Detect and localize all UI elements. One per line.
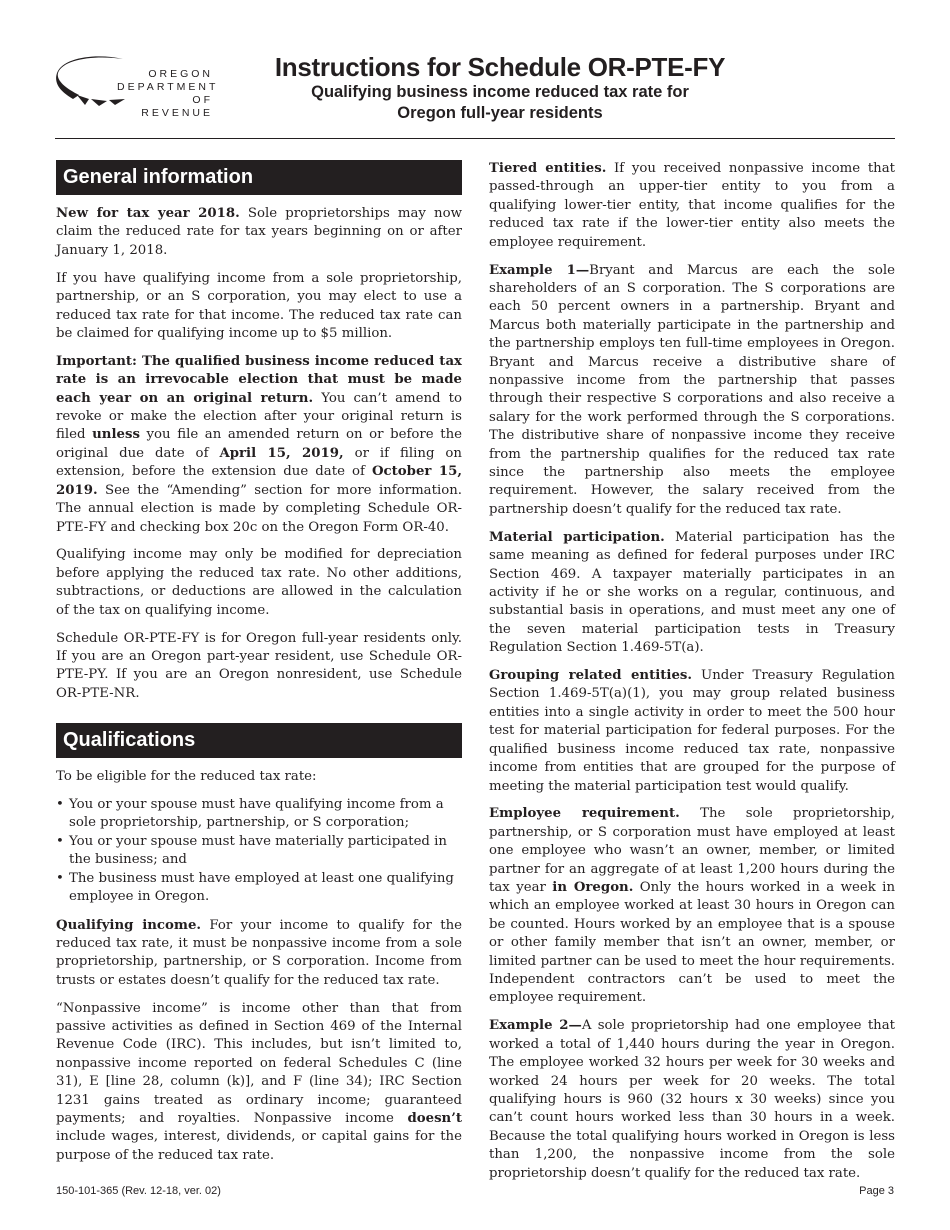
- logo-line-2: DEPARTMENT: [117, 81, 219, 93]
- grouping-text: Under Treasury Regulation Section 1.469-5T(a)(1), you may group related business entities into a single activity in order to meet the 500 hour test for material participation for federal purposes. For the qualified business income reduced tax rate, nonpassive income from entities that are grouped for the purpose of meeting the material participation test would qualify.: [489, 668, 895, 794]
- left-column: [56, 160, 462, 1175]
- page-subtitle-line-1: Qualifying business income reduced tax rate for: [311, 83, 689, 101]
- qualifying-income-label: Qualifying income.: [56, 917, 202, 933]
- due-date-october: October 15, 2019.: [56, 464, 463, 498]
- important-election-paragraph: [56, 353, 462, 537]
- example-2-paragraph: [489, 1017, 895, 1183]
- grouping-related-entities-paragraph: [489, 667, 895, 796]
- in-oregon-word: in Oregon.: [552, 880, 634, 896]
- example-1-text: Bryant and Marcus are each the sole shareholders of an S corporation. The S corporations are each 50 percent owners in a partnership. Bryant and Marcus both materially participate in the partnership and the partnership employs ten full-time employees in Oregon. Bryant and Marcus receive a distributive share of nonpassive income from the partnership that passes through their respective S corporations and also receive a salary for the work performed through the S corporations. The distributive share of nonpassive income they receive from the partnership qualifies for the reduced tax rate since the partnership also meets the employee requirement. However, the salary received from the partnership doesn’t qualify for the reduced tax rate.: [489, 262, 896, 517]
- due-date-april: April 15, 2019,: [219, 445, 344, 461]
- tiered-entities-paragraph: [489, 160, 895, 252]
- material-participation-paragraph: [489, 529, 895, 658]
- general-information-heading: General information: [56, 160, 462, 195]
- logo-line-1: OREGON: [148, 68, 213, 80]
- nonpassive-text-b: include wages, interest, dividends, or capital gains for the purpose of the reduced tax rate.: [56, 1129, 462, 1163]
- important-text-d: See the “Amending” section for more information. The annual election is made by completing Schedule OR-PTE-FY and checking box 20c on the Oregon Form OR-40.: [56, 482, 462, 535]
- important-text-b: you file an amended return on or before the original due date of: [56, 427, 462, 461]
- employee-requirement-label: Employee requirement.: [489, 806, 680, 822]
- qualifying-income-intro-paragraph: If you have qualifying income from a sole proprietorship, partnership, or an S corporation, you may elect to use a reduced tax rate for that income. The reduced tax rate can be claimed for qualifying income up to $5 million.: [56, 270, 462, 341]
- tiered-entities-text: If you received nonpassive income that passed-through an upper-tier entity to you from a qualifying lower-tier entity, that income qualifies for the reduced tax rate if the lower-tier entity also meets the employee requirement.: [489, 161, 895, 250]
- qualifying-income-text: For your income to qualify for the reduced tax rate, it must be nonpassive income from a sole proprietorship, partnership, or S corporation. Income from trusts or estates doesn’t qualify for the reduced tax rate.: [56, 917, 462, 988]
- important-label: Important: The qualified business income reduced tax rate is an irrevocable election that must be made each year on an original return.: [56, 353, 462, 406]
- example-2-text: A sole proprietorship had one employee that worked a total of 1,440 hours during the year in Oregon. The employee worked 32 hours per week for 30 weeks and worked 24 hours per week for 20 weeks. The total qualifying hours is 960 (32 hours x 30 weeks) since you can’t count hours worked less than 30 hours in a week. Because the total qualifying hours worked in Oregon is less than 1,200, the nonpassive income from the sole proprietorship doesn’t qualify for the reduced tax rate.: [489, 1018, 895, 1181]
- eligibility-intro: To be eligible for the reduced tax rate:: [56, 769, 317, 785]
- nonpassive-text-a: “Nonpassive income” is income other than that from passive activities as defined in Section 469 of the Internal Revenue Code (IRC). This includes, but isn’t limited to, nonpassive income reported on federal Schedules C (line 31), E [line 28, column (k)], and F (line 34); IRC Section 1231 gains treated as ordinary income; guaranteed payments; and royalties. Nonpassive income: [56, 1000, 462, 1127]
- grouping-label: Grouping related entities.: [489, 668, 693, 684]
- page-number: Page 3: [859, 1185, 894, 1197]
- logo-text: [117, 68, 219, 120]
- new-for-2018-text: Sole proprietorships may now claim the reduced rate for tax years beginning on or after January 1, 2018.: [56, 206, 462, 258]
- employee-requirement-text-b: Only the hours worked in a week in which an employee worked at least 30 hours in Oregon can be counted. Hours worked by an employee that is a spouse or other family member that isn’t an owner, member, or limited partner can be used to meet the hour requirements. Independent contractors can’t be used to meet the employee requirement.: [489, 880, 896, 1006]
- employee-requirement-paragraph: [489, 805, 895, 1007]
- logo-swoosh-icon: [55, 55, 125, 111]
- example-2-label: Example 2—: [489, 1018, 582, 1034]
- doesnt-word: doesn’t: [407, 1111, 462, 1127]
- important-text-c: or if filing on extension, before the extension due date of: [56, 445, 462, 480]
- page-subtitle-line-2: Oregon full-year residents: [397, 104, 603, 122]
- new-for-2018-label: New for tax year 2018.: [56, 206, 240, 221]
- list-item: • You or your spouse must have qualifying income from a sole proprietorship, partnership, or S corporation;: [56, 796, 462, 833]
- depreciation-paragraph: Qualifying income may only be modified for depreciation before applying the reduced tax rate. No other additions, subtractions, or deductions are allowed in the calculation of the tax on qualifying income.: [56, 547, 462, 618]
- material-participation-label: Material participation.: [489, 529, 665, 545]
- logo-line-3: OF REVENUE: [141, 94, 213, 119]
- oregon-dor-logo: [55, 55, 219, 119]
- page-title: Instructions for Schedule OR-PTE-FY: [274, 52, 726, 82]
- important-text-a: You can’t amend to revoke or make the election after your original return is filed: [56, 390, 462, 443]
- example-1-label: Example 1—: [489, 262, 590, 278]
- form-id: 150-101-365 (Rev. 12-18, ver. 02): [56, 1185, 221, 1197]
- unless-word: unless: [92, 427, 140, 443]
- qualifying-income-paragraph: [56, 917, 462, 991]
- right-column: [489, 160, 895, 1193]
- page-header: [240, 52, 760, 124]
- list-item: • You or your spouse must have materially participated in the business; and: [56, 833, 462, 870]
- example-1-paragraph: [489, 262, 895, 520]
- qualifications-heading: Qualifications: [56, 723, 462, 758]
- material-participation-text: Material participation has the same meaning as defined for federal purposes under IRC Section 469. A taxpayer materially participates in an activity if he or she works on a regular, continuous, and substantial basis in operations, and must meet any one of the seven material participation tests in Treasury Regulation Section 1.469-5T(a).: [489, 529, 895, 656]
- eligibility-list: [56, 796, 462, 906]
- header-divider: [55, 138, 895, 139]
- tiered-entities-label: Tiered entities.: [489, 161, 607, 176]
- nonpassive-income-paragraph: [56, 1000, 462, 1166]
- employee-requirement-text-a: The sole proprietorship, partnership, or S corporation must have employed at least one employee who wasn’t an owner, member, or limited partner for an aggregate of at least 1,200 hours during the tax year: [489, 806, 895, 896]
- new-for-2018-paragraph: [56, 205, 462, 260]
- list-item: • The business must have employed at least one qualifying employee in Oregon.: [56, 870, 462, 907]
- schedule-residency-paragraph: Schedule OR-PTE-FY is for Oregon full-year residents only. If you are an Oregon part-year resident, use Schedule OR-PTE-PY. If you are an Oregon nonresident, use Schedule OR-PTE-NR.: [56, 630, 462, 701]
